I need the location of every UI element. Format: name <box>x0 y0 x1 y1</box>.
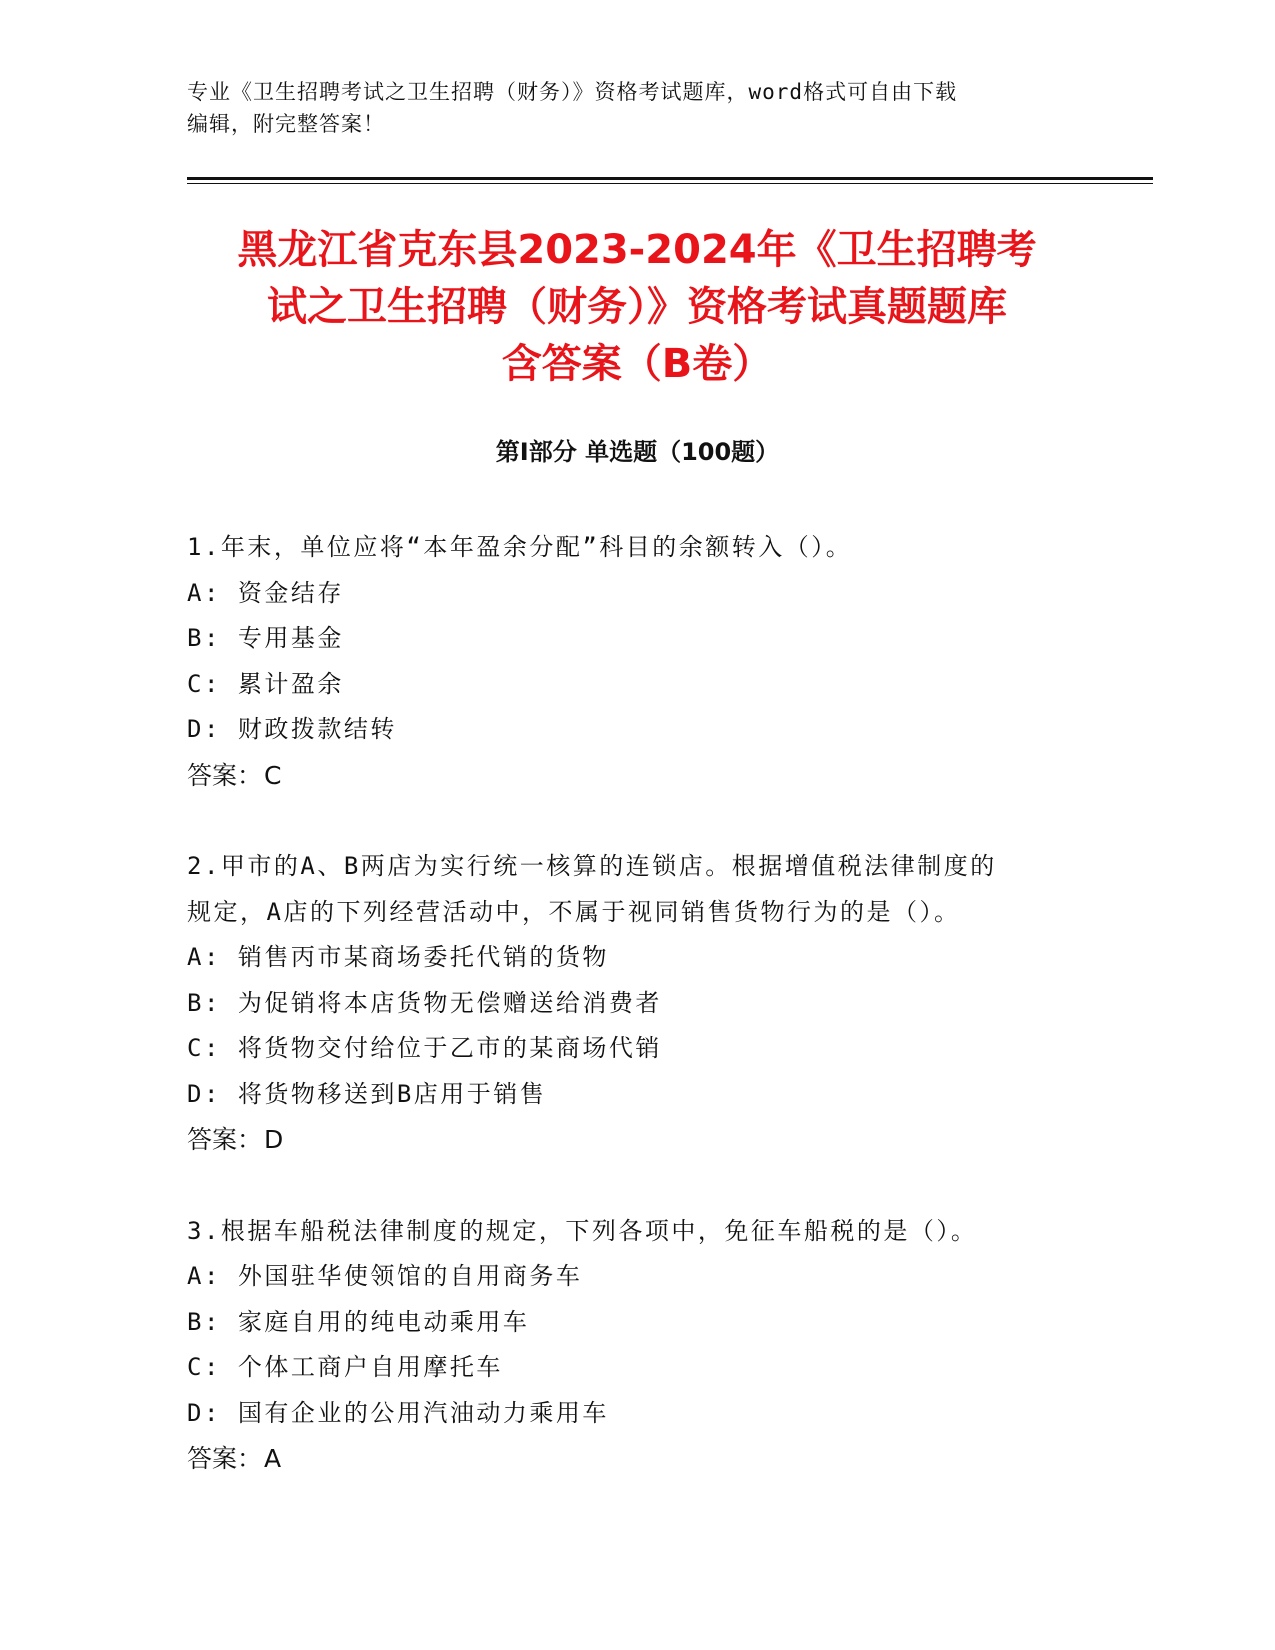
header-note <box>187 76 1067 140</box>
question-item <box>187 525 1087 798</box>
header-note-line-1: 专业《卫生招聘考试之卫生招聘（财务）》资格考试题库，word格式可自由下载 <box>187 80 958 104</box>
question-item <box>187 844 1087 1163</box>
option-c: C: 累计盈余 <box>187 669 344 698</box>
option-a: A: 资金结存 <box>187 578 344 607</box>
question-item <box>187 1209 1087 1482</box>
answer-value: C <box>264 760 282 790</box>
option-b: B: 家庭自用的纯电动乘用车 <box>187 1307 530 1336</box>
option-a: A: 销售丙市某商场委托代销的货物 <box>187 943 609 971</box>
option-b: B: 专用基金 <box>187 624 344 652</box>
question-stem <box>187 844 1087 935</box>
question-list <box>187 525 1087 1528</box>
option-c: C: 将货物交付给位于乙市的某商场代销 <box>187 1034 662 1062</box>
header-divider-thick <box>187 177 1153 180</box>
answer-line <box>187 1436 1087 1482</box>
title-line-2: 试之卫生招聘（财务）》资格考试真题题库 <box>267 284 1007 330</box>
option-b: B: 为促销将本店货物无偿赠送给消费者 <box>187 988 662 1017</box>
question-stem-line: 1.年末，单位应将“本年盈余分配”科目的余额转入（）。 <box>187 533 853 561</box>
title-line-1: 黑龙江省克东县2023-2024年《卫生招聘考 <box>237 227 1037 273</box>
question-stem <box>187 525 1087 571</box>
title-line-3: 含答案（B卷） <box>501 341 773 387</box>
section-heading: 第Ⅰ部分 单选题（100题） <box>495 438 780 466</box>
header-divider-thin <box>187 183 1153 184</box>
option-d: D: 将货物移送到B店用于销售 <box>187 1079 547 1108</box>
option-c: C: 个体工商户自用摩托车 <box>187 1353 503 1381</box>
document-title <box>187 222 1087 393</box>
header-note-line-2: 编辑，附完整答案！ <box>187 112 385 136</box>
option-d: D: 国有企业的公用汽油动力乘用车 <box>187 1398 609 1427</box>
question-stem <box>187 1209 1087 1255</box>
answer-label: 答案： <box>187 1444 263 1473</box>
option-d: D: 财政拨款结转 <box>187 715 397 743</box>
answer-label: 答案： <box>187 760 263 790</box>
answer-value: D <box>264 1125 284 1154</box>
question-stem-line: 2.甲市的A、B两店为实行统一核算的连锁店。根据增值税法律制度的 <box>187 852 997 880</box>
option-a: A: 外国驻华使领馆的自用商务车 <box>187 1262 583 1290</box>
answer-label: 答案： <box>187 1125 263 1154</box>
answer-line <box>187 1117 1087 1163</box>
answer-line <box>187 753 1087 799</box>
question-stem-line: 规定，A店的下列经营活动中，不属于视同销售货物行为的是（）。 <box>187 897 961 926</box>
answer-value: A <box>264 1444 282 1473</box>
question-stem-line: 3.根据车船税法律制度的规定，下列各项中，免征车船税的是（）。 <box>187 1216 978 1245</box>
